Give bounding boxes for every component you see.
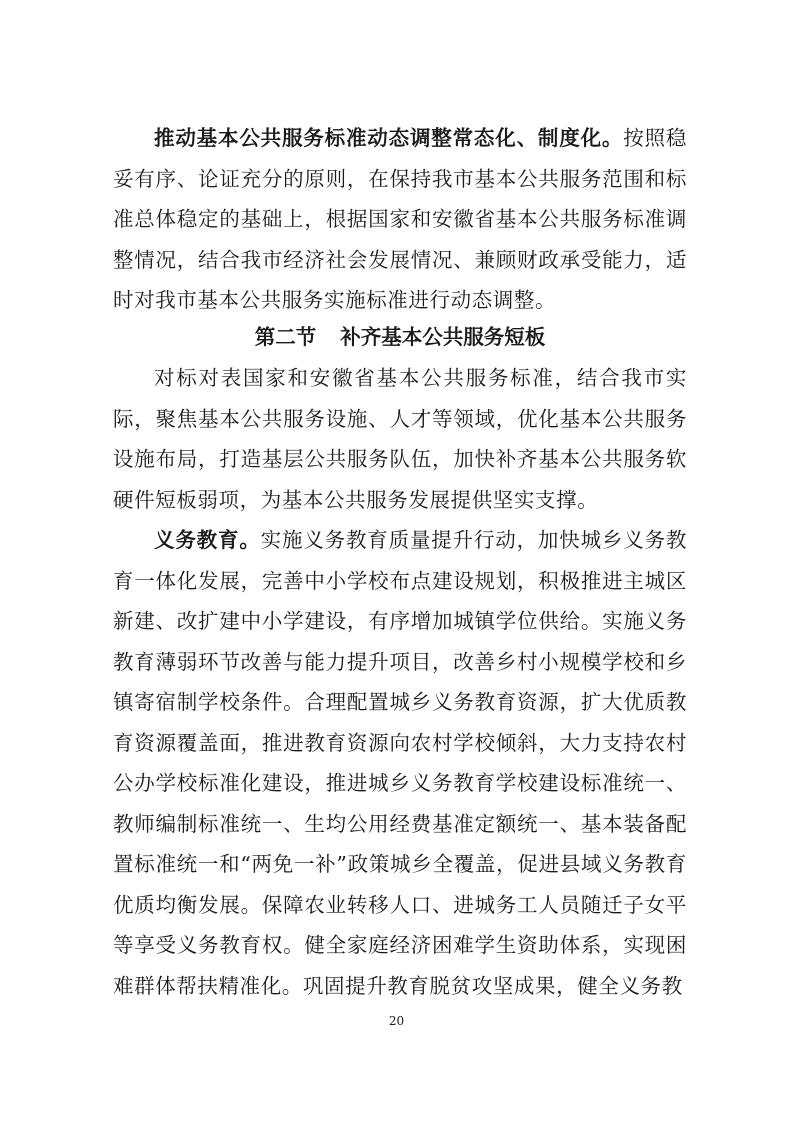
- paragraph-compulsory-education: [113, 520, 687, 1006]
- paragraph-lead: 义务教育。: [154, 528, 261, 552]
- section-heading: [113, 322, 687, 352]
- paragraph-section-intro: [113, 358, 687, 520]
- paragraph-text: 按照稳妥有序、论证充分的原则，在保持我市基本公共服务范围和标准总体稳定的基础上，根据国家和安徽省基本公共服务标准调整情况，结合我市经济社会发展情况、兼顾财政承受能力，适时对我市基本公共服务实施标准进行动态调整。: [113, 126, 687, 312]
- section-number: 第二节: [254, 325, 317, 349]
- paragraph-lead: 推动基本公共服务标准动态调整常态化、制度化。: [154, 126, 624, 150]
- paragraph-standards-adjustment: [113, 118, 687, 321]
- paragraph-text: 对标对表国家和安徽省基本公共服务标准，结合我市实际，聚焦基本公共服务设施、人才等领域，优化基本公共服务设施布局，打造基层公共服务队伍，加快补齐基本公共服务软硬件短板弱项，为基本公共服务发展提供坚实支撑。: [113, 366, 687, 512]
- section-title: 补齐基本公共服务短板: [340, 325, 546, 349]
- page-number: 20: [388, 1014, 405, 1028]
- paragraph-text: 实施义务教育质量提升行动，加快城乡义务教育一体化发展，完善中小学校布点建设规划，积极推进主城区新建、改扩建中小学建设，有序增加城镇学位供给。实施义务教育薄弱环节改善与能力提升项目，改善乡村小规模学校和乡镇寄宿制学校条件。合理配置城乡义务教育资源，扩大优质教育资源覆盖面，推进教育资源向农村学校倾斜，大力支持农村公办学校标准化建设，推进城乡义务教育学校建设标准统一、教师编制标准统一、生均公用经费基准定额统一、基本装备配置标准统一和“两免一补”政策城乡全覆盖，促进县域义务教育优质均衡发展。保障农业转移人口、进城务工人员随迁子女平等享受义务教育权。健全家庭经济困难学生资助体系，实现困难群体帮扶精准化。巩固提升教育脱贫攻坚成果，健全义务教: [113, 528, 688, 998]
